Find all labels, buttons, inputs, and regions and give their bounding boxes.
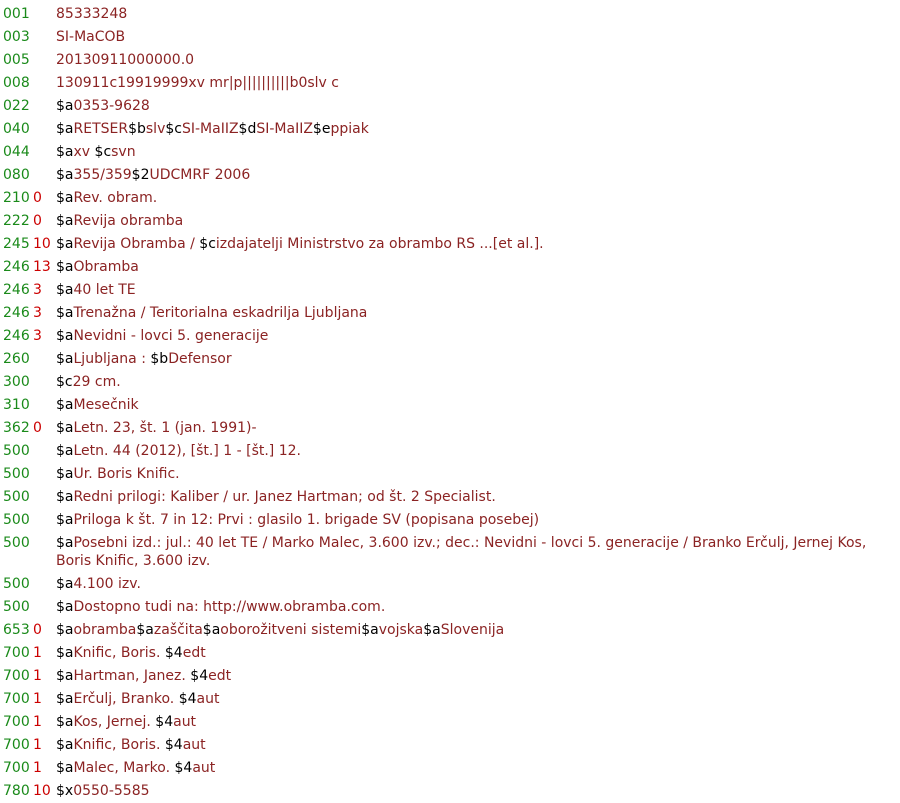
subfield-value: Defensor bbox=[168, 351, 232, 367]
field-content bbox=[56, 734, 896, 756]
subfield-value: zaščita bbox=[153, 622, 203, 638]
subfield-code: $a bbox=[56, 760, 74, 776]
field-tag: 500 bbox=[3, 443, 30, 459]
subfield-code: $a bbox=[56, 305, 74, 321]
field-tag: 500 bbox=[3, 466, 30, 482]
field-row-210 bbox=[0, 187, 900, 209]
field-content bbox=[56, 279, 896, 301]
field-row-500 bbox=[0, 486, 900, 508]
subfield-value: 355/359 bbox=[73, 167, 132, 183]
subfield-code: $a bbox=[56, 121, 74, 137]
subfield-value: Revija Obramba / bbox=[73, 236, 200, 252]
field-row-700 bbox=[0, 642, 900, 664]
subfield-code: $4 bbox=[155, 714, 174, 730]
field-indicators: 3 bbox=[33, 305, 42, 321]
field-row-700 bbox=[0, 734, 900, 756]
field-row-500 bbox=[0, 440, 900, 462]
field-content bbox=[56, 95, 896, 117]
subfield-code: $b bbox=[128, 121, 146, 137]
subfield-code: $d bbox=[238, 121, 257, 137]
field-indicators: 10 bbox=[33, 783, 51, 799]
subfield-value: Dostopno tudi na: http://www.obramba.com. bbox=[73, 599, 386, 615]
field-tag: 001 bbox=[3, 6, 30, 22]
subfield-code: $a bbox=[56, 489, 74, 505]
field-tag: 022 bbox=[3, 98, 30, 114]
subfield-value: Malec, Marko. bbox=[73, 760, 175, 776]
subfield-code: $a bbox=[56, 691, 74, 707]
field-row-246 bbox=[0, 279, 900, 301]
subfield-code: $a bbox=[56, 213, 74, 229]
subfield-value: RETSER bbox=[73, 121, 129, 137]
field-tag: 044 bbox=[3, 144, 30, 160]
field-tag: 245 bbox=[3, 236, 30, 252]
subfield-value: Slovenija bbox=[440, 622, 505, 638]
field-row-700 bbox=[0, 688, 900, 710]
field-tag: 080 bbox=[3, 167, 30, 183]
field-row-362 bbox=[0, 417, 900, 439]
subfield-code: $a bbox=[56, 668, 74, 684]
field-content bbox=[56, 118, 896, 140]
subfield-value: Letn. 23, št. 1 (jan. 1991)- bbox=[73, 420, 257, 436]
subfield-code: $c bbox=[165, 121, 182, 137]
field-content bbox=[56, 141, 896, 163]
subfield-code: $4 bbox=[190, 668, 209, 684]
field-tag: 700 bbox=[3, 645, 30, 661]
field-content bbox=[56, 757, 896, 779]
field-indicators: 0 bbox=[33, 420, 42, 436]
subfield-value: SI-MaCOB bbox=[56, 29, 126, 45]
subfield-code: $a bbox=[56, 622, 74, 638]
subfield-code: $a bbox=[361, 622, 379, 638]
subfield-value: Priloga k št. 7 in 12: Prvi : glasilo 1. brigade SV (popisana posebej) bbox=[73, 512, 540, 528]
field-row-700 bbox=[0, 665, 900, 687]
field-content bbox=[56, 394, 896, 416]
subfield-code: $a bbox=[56, 236, 74, 252]
subfield-code: $a bbox=[56, 98, 74, 114]
subfield-value: Mesečnik bbox=[73, 397, 139, 413]
field-tag: 700 bbox=[3, 714, 30, 730]
subfield-code: $a bbox=[56, 397, 74, 413]
subfield-value: 0550-5585 bbox=[73, 783, 150, 799]
field-row-300 bbox=[0, 371, 900, 393]
subfield-value: vojska bbox=[378, 622, 424, 638]
subfield-value: aut bbox=[173, 714, 197, 730]
subfield-value: Rev. obram. bbox=[73, 190, 158, 206]
subfield-value: Erčulj, Branko. bbox=[73, 691, 179, 707]
subfield-value: aut bbox=[182, 737, 206, 753]
subfield-code: $4 bbox=[178, 691, 197, 707]
subfield-code: $a bbox=[56, 599, 74, 615]
field-content bbox=[56, 256, 896, 278]
subfield-code: $a bbox=[56, 714, 74, 730]
subfield-value: 4.100 izv. bbox=[73, 576, 141, 592]
field-content bbox=[56, 596, 896, 618]
subfield-value: Ljubljana : bbox=[73, 351, 151, 367]
field-row-500 bbox=[0, 573, 900, 595]
field-content bbox=[56, 164, 896, 186]
subfield-value: SI-MaIIZ bbox=[256, 121, 313, 137]
field-content bbox=[56, 463, 896, 485]
field-content bbox=[56, 665, 896, 687]
subfield-code: $a bbox=[136, 622, 154, 638]
field-content bbox=[56, 486, 896, 508]
subfield-code: $a bbox=[56, 466, 74, 482]
field-content bbox=[56, 711, 896, 733]
subfield-code: $a bbox=[56, 535, 74, 551]
subfield-value: Knific, Boris. bbox=[73, 737, 165, 753]
subfield-value: 0353-9628 bbox=[73, 98, 150, 114]
field-indicators: 13 bbox=[33, 259, 51, 275]
field-tag: 246 bbox=[3, 305, 30, 321]
subfield-code: $a bbox=[56, 645, 74, 661]
subfield-code: $4 bbox=[174, 760, 193, 776]
subfield-value: SI-MaIIZ bbox=[181, 121, 239, 137]
field-indicators: 3 bbox=[33, 328, 42, 344]
subfield-value: Posebni izd.: jul.: 40 let TE / Marko Malec, 3.600 izv.; dec.: Nevidni - lovci 5. generacije / Branko Erčulj, Jernej Kos, Boris Knific, 3.600 izv. bbox=[56, 535, 867, 569]
subfield-value: Obramba bbox=[73, 259, 139, 275]
subfield-value: Letn. 44 (2012), [št.] 1 - [št.] 12. bbox=[73, 443, 301, 459]
subfield-value: aut bbox=[196, 691, 220, 707]
field-content bbox=[56, 302, 896, 324]
field-tag: 500 bbox=[3, 489, 30, 505]
field-content bbox=[56, 233, 896, 255]
subfield-code: $e bbox=[312, 121, 331, 137]
subfield-code: $a bbox=[56, 512, 74, 528]
subfield-code: $a bbox=[56, 259, 74, 275]
field-row-700 bbox=[0, 711, 900, 733]
subfield-code: $4 bbox=[164, 737, 183, 753]
field-content bbox=[56, 371, 896, 393]
field-tag: 040 bbox=[3, 121, 30, 137]
field-content bbox=[56, 440, 896, 462]
field-row-001 bbox=[0, 3, 900, 25]
subfield-code: $4 bbox=[164, 645, 183, 661]
field-row-246 bbox=[0, 325, 900, 347]
field-row-260 bbox=[0, 348, 900, 370]
field-tag: 700 bbox=[3, 737, 30, 753]
subfield-code: $a bbox=[423, 622, 441, 638]
field-content bbox=[56, 348, 896, 370]
subfield-value: Kos, Jernej. bbox=[73, 714, 156, 730]
field-tag: 362 bbox=[3, 420, 30, 436]
field-row-005 bbox=[0, 49, 900, 71]
subfield-code: $a bbox=[56, 443, 74, 459]
field-indicators: 0 bbox=[33, 190, 42, 206]
field-row-080 bbox=[0, 164, 900, 186]
subfield-value: Hartman, Janez. bbox=[73, 668, 191, 684]
subfield-value: 29 cm. bbox=[72, 374, 121, 390]
field-tag: 210 bbox=[3, 190, 30, 206]
field-row-500 bbox=[0, 509, 900, 531]
field-row-246 bbox=[0, 256, 900, 278]
field-content bbox=[56, 187, 896, 209]
field-row-500 bbox=[0, 532, 900, 574]
subfield-value: 130911c19919999xv mr|p||||||||||b0slv c bbox=[56, 75, 339, 91]
subfield-code: $c bbox=[199, 236, 216, 252]
subfield-value: Trenažna / Teritorialna eskadrilja Ljubljana bbox=[73, 305, 368, 321]
subfield-code: $x bbox=[56, 783, 74, 799]
subfield-value: edt bbox=[182, 645, 206, 661]
subfield-value: svn bbox=[111, 144, 136, 160]
field-row-780 bbox=[0, 780, 900, 802]
field-content bbox=[56, 72, 896, 94]
field-tag: 300 bbox=[3, 374, 30, 390]
field-row-003 bbox=[0, 26, 900, 48]
subfield-code: $b bbox=[150, 351, 169, 367]
field-row-022 bbox=[0, 95, 900, 117]
subfield-code: $c bbox=[56, 374, 73, 390]
field-tag: 246 bbox=[3, 328, 30, 344]
field-indicators: 1 bbox=[33, 645, 42, 661]
field-content bbox=[56, 325, 896, 347]
field-row-653 bbox=[0, 619, 900, 641]
field-content bbox=[56, 26, 896, 48]
subfield-code: $a bbox=[202, 622, 221, 638]
subfield-code: $2 bbox=[131, 167, 150, 183]
subfield-code: $a bbox=[56, 420, 74, 436]
field-row-700 bbox=[0, 757, 900, 779]
field-row-008 bbox=[0, 72, 900, 94]
field-row-310 bbox=[0, 394, 900, 416]
subfield-value: UDCMRF 2006 bbox=[149, 167, 251, 183]
subfield-value: slv bbox=[145, 121, 166, 137]
subfield-value: Knific, Boris. bbox=[73, 645, 165, 661]
field-content bbox=[56, 619, 896, 641]
field-indicators: 0 bbox=[33, 622, 42, 638]
field-content bbox=[56, 417, 896, 439]
field-indicators: 0 bbox=[33, 213, 42, 229]
field-content bbox=[56, 534, 896, 570]
field-content bbox=[56, 573, 896, 595]
subfield-code: $a bbox=[56, 737, 74, 753]
field-tag: 222 bbox=[3, 213, 30, 229]
field-tag: 500 bbox=[3, 535, 30, 551]
field-row-500 bbox=[0, 463, 900, 485]
field-tag: 246 bbox=[3, 259, 30, 275]
field-row-500 bbox=[0, 596, 900, 618]
field-row-040 bbox=[0, 118, 900, 140]
subfield-value: Revija obramba bbox=[73, 213, 184, 229]
field-content bbox=[56, 3, 896, 25]
field-content bbox=[56, 688, 896, 710]
subfield-code: $a bbox=[56, 144, 74, 160]
subfield-value: 85333248 bbox=[56, 6, 128, 22]
subfield-value: Redni prilogi: Kaliber / ur. Janez Hartman; od št. 2 Specialist. bbox=[73, 489, 496, 505]
field-row-222 bbox=[0, 210, 900, 232]
subfield-value: oborožitveni sistemi bbox=[220, 622, 362, 638]
field-row-246 bbox=[0, 302, 900, 324]
field-tag: 003 bbox=[3, 29, 30, 45]
subfield-code: $a bbox=[56, 328, 74, 344]
field-indicators: 10 bbox=[33, 236, 51, 252]
subfield-value: Nevidni - lovci 5. generacije bbox=[73, 328, 269, 344]
field-content bbox=[56, 509, 896, 531]
subfield-code: $a bbox=[56, 282, 74, 298]
field-content bbox=[56, 210, 896, 232]
subfield-value: ppiak bbox=[330, 121, 369, 137]
field-tag: 008 bbox=[3, 75, 30, 91]
field-tag: 500 bbox=[3, 512, 30, 528]
subfield-code: $a bbox=[56, 351, 74, 367]
subfield-code: $a bbox=[56, 167, 74, 183]
field-tag: 700 bbox=[3, 691, 30, 707]
field-indicators: 3 bbox=[33, 282, 42, 298]
field-indicators: 1 bbox=[33, 760, 42, 776]
field-content bbox=[56, 49, 896, 71]
field-tag: 005 bbox=[3, 52, 30, 68]
subfield-value: edt bbox=[208, 668, 232, 684]
subfield-code: $a bbox=[56, 576, 74, 592]
subfield-value: 40 let TE bbox=[73, 282, 136, 298]
subfield-code: $c bbox=[94, 144, 112, 160]
subfield-value: Ur. Boris Knific. bbox=[73, 466, 180, 482]
field-tag: 780 bbox=[3, 783, 30, 799]
field-tag: 500 bbox=[3, 576, 30, 592]
field-row-245 bbox=[0, 233, 900, 255]
field-content bbox=[56, 642, 896, 664]
field-tag: 700 bbox=[3, 668, 30, 684]
field-indicators: 1 bbox=[33, 714, 42, 730]
field-content bbox=[56, 780, 896, 802]
subfield-value: izdajatelji Ministrstvo za obrambo RS ...[et al.]. bbox=[215, 236, 544, 252]
subfield-value: aut bbox=[192, 760, 216, 776]
field-tag: 500 bbox=[3, 599, 30, 615]
field-indicators: 1 bbox=[33, 691, 42, 707]
field-row-044 bbox=[0, 141, 900, 163]
field-tag: 700 bbox=[3, 760, 30, 776]
field-tag: 310 bbox=[3, 397, 30, 413]
subfield-value: 20130911000000.0 bbox=[56, 52, 195, 68]
field-indicators: 1 bbox=[33, 737, 42, 753]
field-tag: 653 bbox=[3, 622, 30, 638]
subfield-code: $a bbox=[56, 190, 74, 206]
field-indicators: 1 bbox=[33, 668, 42, 684]
subfield-value: obramba bbox=[73, 622, 137, 638]
field-tag: 246 bbox=[3, 282, 30, 298]
field-tag: 260 bbox=[3, 351, 30, 367]
subfield-value: xv bbox=[73, 144, 95, 160]
